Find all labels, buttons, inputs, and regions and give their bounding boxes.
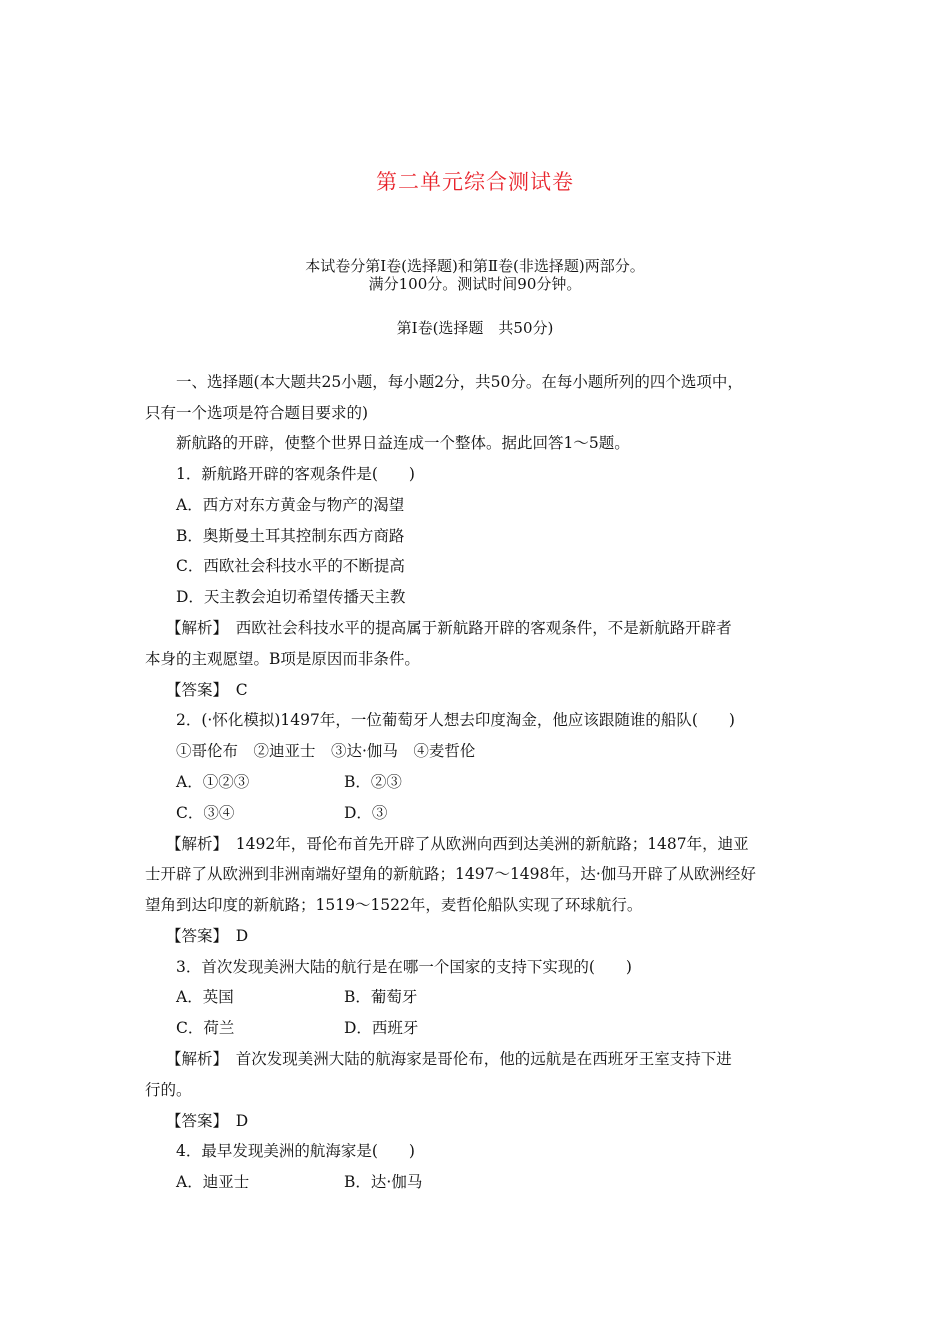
q2-option-a: A．①②③ [176, 773, 250, 791]
q1-analysis-line-1: 【解析】 西欧社会科技水平的提高属于新航路开辟的客观条件，不是新航路开辟者 [166, 619, 732, 637]
q4-stem: 4．最早发现美洲的航海家是( ) [176, 1142, 415, 1160]
q4-option-b: B．达·伽马 [344, 1173, 423, 1191]
section-instruction-line-2: 只有一个选项是符合题目要求的) [145, 404, 369, 422]
page-title: 第二单元综合测试卷 [376, 170, 574, 194]
q3-analysis-line-2: 行的。 [145, 1081, 192, 1099]
q1-option-b: B．奥斯曼土耳其控制东西方商路 [176, 527, 405, 545]
q2-analysis-line-1: 【解析】 1492年，哥伦布首先开辟了从欧洲向西到达美洲的新航路；1487年，迪亚 [166, 835, 749, 853]
q3-option-b: B．葡萄牙 [344, 988, 418, 1006]
q1-option-d: D．天主教会迫切希望传播天主教 [176, 588, 406, 606]
q1-stem: 1．新航路开辟的客观条件是( ) [176, 465, 415, 483]
intro-line-2: 满分100分。测试时间90分钟。 [368, 275, 582, 293]
q1-option-c: C．西欧社会科技水平的不断提高 [176, 557, 405, 575]
q3-stem: 3．首次发现美洲大陆的航行是在哪一个国家的支持下实现的( ) [176, 958, 632, 976]
q2-answer: 【答案】 D [166, 927, 249, 945]
q3-analysis-line-1: 【解析】 首次发现美洲大陆的航海家是哥伦布，他的远航是在西班牙王室支持下进 [166, 1050, 732, 1068]
question-group-lead: 新航路的开辟，使整个世界日益连成一个整体。据此回答1～5题。 [176, 434, 630, 452]
q1-analysis-line-2: 本身的主观愿望。B项是原因而非条件。 [145, 650, 420, 668]
section-instruction-line-1: 一、选择题(本大题共25小题，每小题2分，共50分。在每小题所列的四个选项中， [176, 373, 743, 391]
q2-option-d: D．③ [344, 804, 388, 822]
part1-heading: 第Ⅰ卷(选择题 共50分) [396, 319, 554, 337]
intro-line-1: 本试卷分第Ⅰ卷(选择题)和第Ⅱ卷(非选择题)两部分。 [305, 257, 645, 275]
q1-answer: 【答案】 C [166, 681, 248, 699]
q2-stem: 2．(·怀化模拟)1497年，一位葡萄牙人想去印度淘金，他应该跟随谁的船队( ) [176, 711, 735, 729]
q1-option-a: A．西方对东方黄金与物产的渴望 [176, 496, 405, 514]
q3-option-c: C．荷兰 [176, 1019, 235, 1037]
q3-option-a: A．英国 [176, 988, 234, 1006]
q2-option-b: B．②③ [344, 773, 402, 791]
q2-analysis-line-3: 望角到达印度的新航路；1519～1522年，麦哲伦船队实现了环球航行。 [145, 896, 643, 914]
q2-option-c: C．③④ [176, 804, 235, 822]
q2-analysis-line-2: 士开辟了从欧洲到非洲南端好望角的新航路；1497～1498年，达·伽马开辟了从欧洲经好 [145, 865, 756, 883]
q3-answer: 【答案】 D [166, 1112, 249, 1130]
q2-items: ①哥伦布 ②迪亚士 ③达·伽马 ④麦哲伦 [176, 742, 476, 760]
q3-option-d: D．西班牙 [344, 1019, 419, 1037]
q4-option-a: A．迪亚士 [176, 1173, 250, 1191]
